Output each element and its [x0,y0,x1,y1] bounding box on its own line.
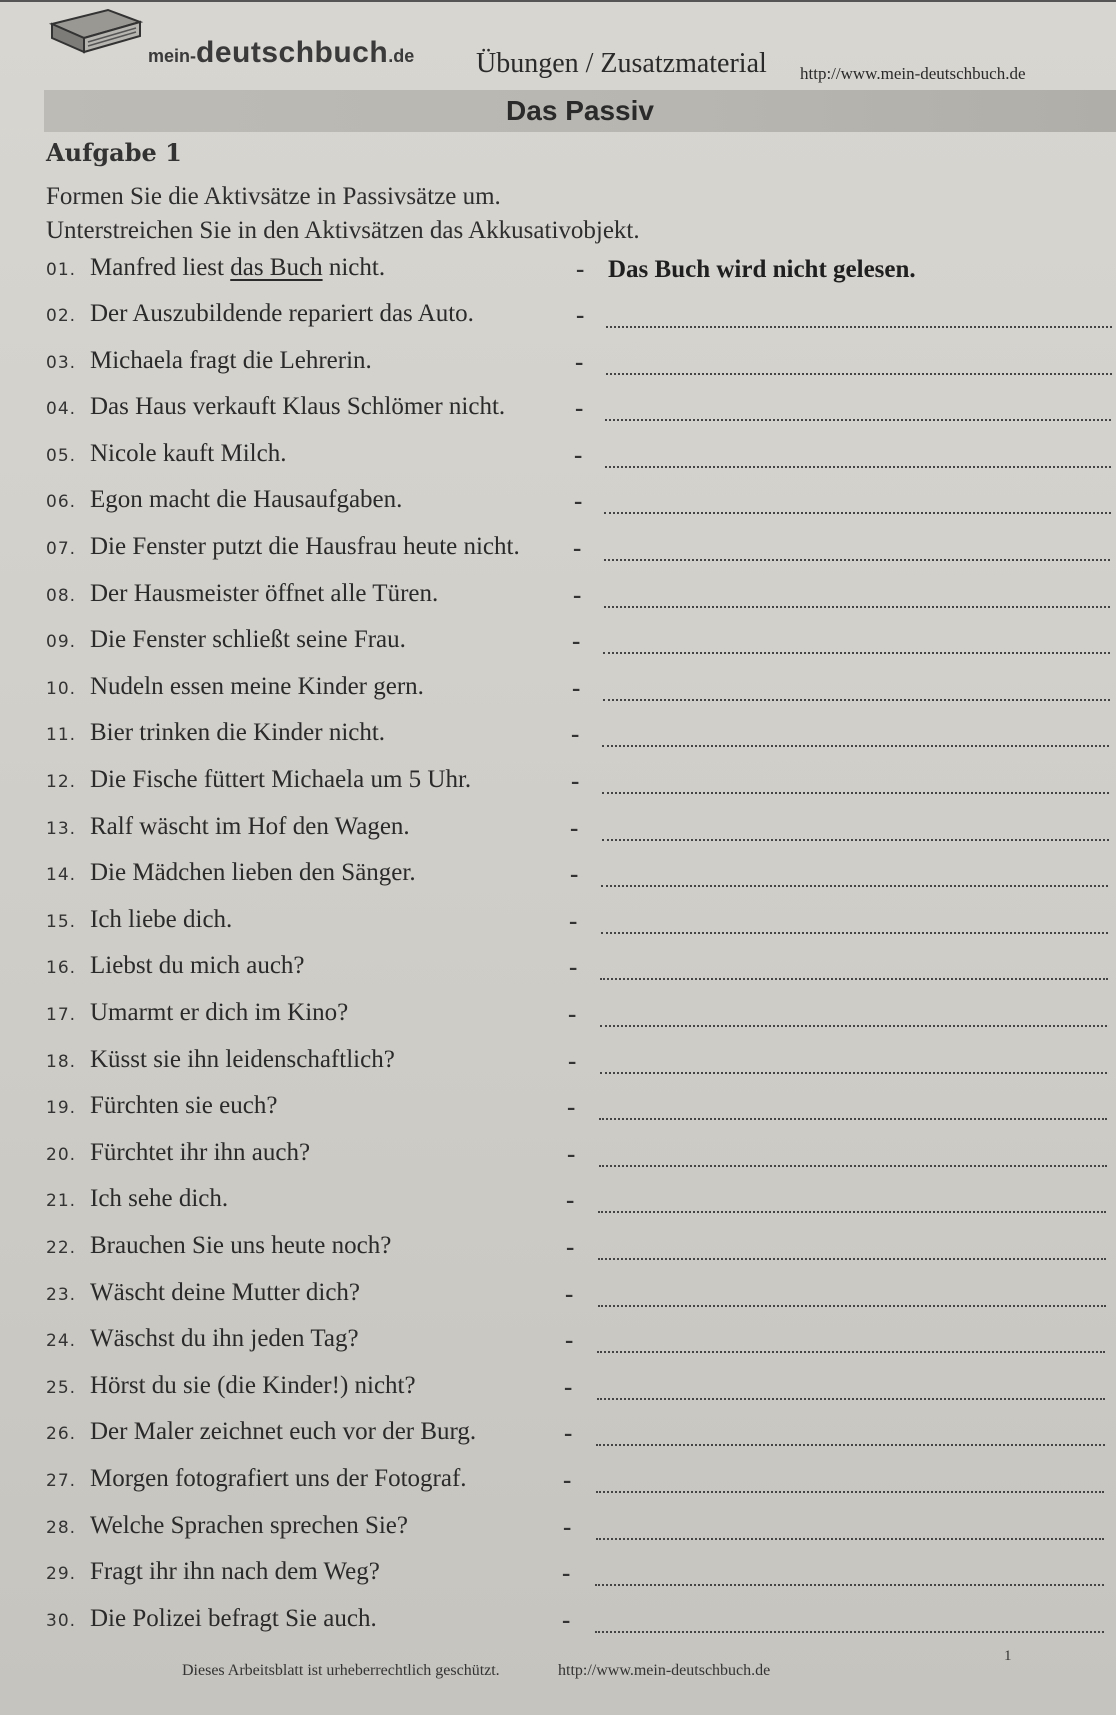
answer-blank[interactable] [601,885,1108,887]
active-sentence: Fragt ihr ihn nach dem Weg? [90,1558,380,1585]
exercise-row [46,1418,1116,1458]
exercise-row [46,533,1116,573]
active-sentence: Michaela fragt die Lehrerin. [90,347,372,374]
item-number: 05. [46,446,77,466]
example-sentence: Manfred liest das Buch nicht. [90,254,386,281]
dash: - [570,861,579,888]
active-sentence: Umarmt er dich im Kino? [90,999,349,1026]
book-logo-icon [48,4,148,60]
item-number: 17. [46,1005,77,1025]
answer-blank[interactable] [605,419,1111,421]
active-sentence: Der Maler zeichnet euch vor der Burg. [90,1418,477,1445]
exercise-row [46,1605,1116,1645]
answer-blank[interactable] [602,839,1109,841]
answer-blank[interactable] [601,932,1108,934]
answer-blank[interactable] [596,1538,1104,1540]
item-number: 03. [46,353,77,373]
item-number: 25. [46,1378,77,1398]
item-number: 29. [46,1564,77,1584]
item-number: 08. [46,586,77,606]
page-title: Das Passiv [506,95,654,126]
exercise-row [46,1139,1116,1179]
active-sentence: Hörst du sie (die Kinder!) nicht? [90,1372,416,1399]
dash: - [563,1514,572,1541]
dash: - [568,1048,577,1075]
answer-blank[interactable] [596,1491,1104,1493]
item-number: 10. [46,679,77,699]
active-sentence: Ralf wäscht im Hof den Wagen. [90,813,410,840]
exercise-row [46,393,1116,433]
answer-blank[interactable] [595,1584,1104,1586]
exercise-row [46,1372,1116,1412]
exercise-row [46,719,1116,759]
active-sentence: Der Auszubildende repariert das Auto. [90,300,474,327]
title-bar [44,90,1116,132]
answer-blank[interactable] [597,1398,1105,1400]
dash: - [573,582,582,609]
answer-blank[interactable] [602,745,1109,747]
item-number: 24. [46,1331,77,1351]
item-number: 13. [46,819,77,839]
active-sentence: Die Fenster schließt seine Frau. [90,626,406,653]
copyright-note: Dieses Arbeitsblatt ist urheberrechtlich geschützt. [182,1662,500,1679]
answer-blank[interactable] [605,466,1111,468]
answer-blank[interactable] [604,512,1111,514]
answer-blank[interactable] [600,978,1108,980]
exercise-row [46,1465,1116,1505]
dash: - [566,1234,575,1261]
dash: - [567,1141,576,1168]
item-number: 20. [46,1145,77,1165]
active-sentence: Küsst sie ihn leidenschaftlich? [90,1046,395,1073]
active-sentence: Wäschst du ihn jeden Tag? [90,1325,359,1352]
active-sentence: Wäscht deine Mutter dich? [90,1279,361,1306]
active-sentence: Die Polizei befragt Sie auch. [90,1605,377,1632]
answer-blank[interactable] [595,1631,1104,1633]
item-number: 11. [46,725,77,745]
item-number: 19. [46,1098,77,1118]
exercise-row [46,1512,1116,1552]
item-number: 02. [46,306,77,326]
header-url: http://www.mein-deutschbuch.de [800,64,1026,83]
dash: - [563,1467,572,1494]
exercise-row [46,1558,1116,1598]
instruction-1: Formen Sie die Aktivsätze in Passivsätze um. [46,183,501,210]
dash: - [569,954,578,981]
dash: - [569,908,578,935]
active-sentence: Brauchen Sie uns heute noch? [90,1232,392,1259]
active-sentence: Fürchtet ihr ihn auch? [90,1139,311,1166]
exercise-row [46,1325,1116,1365]
active-sentence: Fürchten sie euch? [90,1092,278,1119]
dash: - [572,628,581,655]
dash: - [573,535,582,562]
item-number: 09. [46,632,77,652]
exercise-row [46,1092,1116,1132]
exercise-row [46,440,1116,480]
example-row [46,254,1116,294]
dash: - [565,1281,574,1308]
active-sentence: Das Haus verkauft Klaus Schlömer nicht. [90,393,506,420]
active-sentence: Der Hausmeister öffnet alle Türen. [90,580,439,607]
site-logo-text: mein-deutschbuch.de [148,36,415,69]
item-number: 30. [46,1611,77,1631]
answer-blank[interactable] [599,1118,1107,1120]
active-sentence: Die Mädchen lieben den Sänger. [90,859,416,886]
exercise-row [46,906,1116,946]
dash: - [571,721,580,748]
dash: - [564,1374,573,1401]
exercise-row [46,580,1116,620]
dash: - [567,1094,576,1121]
answer-blank[interactable] [600,1025,1107,1027]
item-number: 16. [46,958,77,978]
answer-blank[interactable] [596,1444,1105,1446]
item-number: 28. [46,1518,77,1538]
answer-blank[interactable] [604,559,1110,561]
exercise-row [46,1232,1116,1272]
header [44,0,1116,92]
active-sentence: Nudeln essen meine Kinder gern. [90,673,424,700]
dash: - [576,302,585,329]
dash: - [562,1560,571,1587]
answer-blank[interactable] [598,1211,1106,1213]
exercise-row [46,999,1116,1039]
item-number: 15. [46,912,77,932]
dash: - [565,1327,574,1354]
exercise-row [46,859,1116,899]
item-number: 21. [46,1191,77,1211]
exercise-row [46,1046,1116,1086]
dash: - [571,768,580,795]
active-sentence: Liebst du mich auch? [90,952,305,979]
answer-blank[interactable] [599,1165,1107,1167]
answer-blank[interactable] [603,652,1110,654]
answer-blank[interactable] [604,606,1110,608]
page-number: 1 [1004,1648,1012,1664]
dash: - [572,675,581,702]
active-sentence: Morgen fotografiert uns der Fotograf. [90,1465,467,1492]
example-answer: Das Buch wird nicht gelesen. [608,256,916,283]
active-sentence: Die Fische füttert Michaela um 5 Uhr. [90,766,472,793]
item-number: 14. [46,865,77,885]
exercise-row [46,347,1116,387]
exercise-row [46,486,1116,526]
answer-blank[interactable] [598,1305,1106,1307]
active-sentence: Welche Sprachen sprechen Sie? [90,1512,408,1539]
footer-url: http://www.mein-deutschbuch.de [558,1662,771,1679]
item-number: 12. [46,772,77,792]
exercise-row [46,952,1116,992]
item-number: 27. [46,1471,77,1491]
answer-blank[interactable] [602,792,1109,794]
dash: - [576,256,585,283]
active-sentence: Die Fenster putzt die Hausfrau heute nicht. [90,533,520,560]
answer-blank[interactable] [600,1072,1107,1074]
active-sentence: Bier trinken die Kinder nicht. [90,719,386,746]
exercise-row [46,626,1116,666]
active-sentence: Nicole kauft Milch. [90,440,287,467]
active-sentence: Ich sehe dich. [90,1185,229,1212]
dash: - [562,1607,571,1634]
exercise-row [46,1279,1116,1319]
item-number: 22. [46,1238,77,1258]
item-number: 07. [46,539,77,559]
answer-blank[interactable] [597,1351,1105,1353]
exercise-row [46,766,1116,806]
section-label: Übungen / Zusatzmaterial [476,48,767,79]
exercise-row [46,673,1116,713]
item-number: 06. [46,492,77,512]
answer-blank[interactable] [606,373,1112,375]
item-number: 23. [46,1285,77,1305]
dash: - [566,1187,575,1214]
answer-blank[interactable] [598,1258,1106,1260]
dash: - [575,395,584,422]
answer-blank[interactable] [606,326,1112,328]
exercise-row [46,300,1116,340]
active-sentence: Ich liebe dich. [90,906,233,933]
dash: - [574,488,583,515]
dash: - [570,815,579,842]
dash: - [568,1001,577,1028]
exercise-row [46,1185,1116,1225]
accusative-object: das Buch [230,254,323,281]
exercise-row [46,813,1116,853]
answer-blank[interactable] [603,699,1110,701]
dash: - [564,1420,573,1447]
task-heading: Aufgabe 1 [46,138,182,167]
active-sentence: Egon macht die Hausaufgaben. [90,486,403,513]
item-number: 18. [46,1052,77,1072]
dash: - [574,442,583,469]
instruction-2: Unterstreichen Sie in den Aktivsätzen das Akkusativobjekt. [46,217,640,244]
item-number: 01. [46,260,77,280]
item-number: 04. [46,399,77,419]
item-number: 26. [46,1424,77,1444]
dash: - [575,349,584,376]
